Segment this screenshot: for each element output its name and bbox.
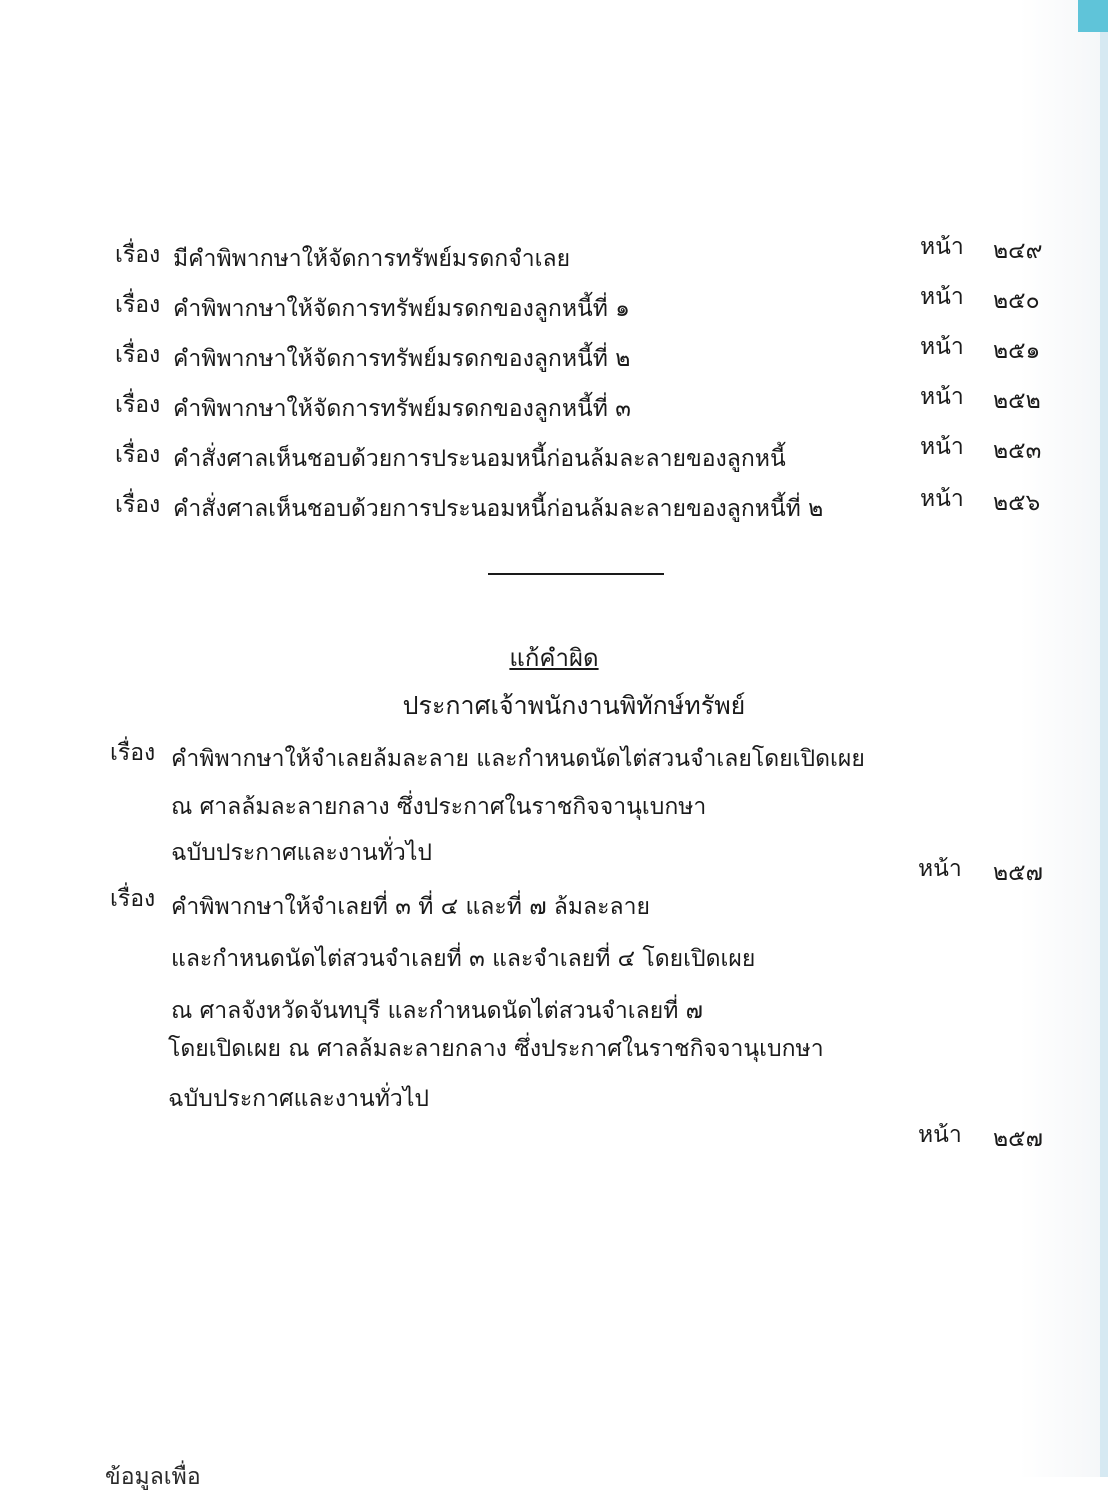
page-edge-tab: [1078, 0, 1108, 32]
errata-line: ณ ศาลจังหวัดจันทบุรี และกำหนดนัดไต่สวนจำเลยที่ ๗: [171, 998, 703, 1024]
toc-label: เรื่อง: [115, 492, 161, 518]
toc-page-label: หน้า: [920, 486, 964, 512]
page-edge-shadow: [1100, 32, 1108, 1477]
toc-label: เรื่อง: [115, 242, 161, 268]
errata-line: ฉบับประกาศและงานทั่วไป: [168, 1086, 429, 1112]
toc-page-label: หน้า: [920, 284, 964, 310]
toc-title: คำพิพากษาให้จัดการทรัพย์มรดกของลูกหนี้ที่ ๒: [173, 346, 631, 372]
errata-line: ฉบับประกาศและงานทั่วไป: [171, 840, 432, 866]
toc-page-label: หน้า: [920, 384, 964, 410]
errata-page-number: ๒๕๗: [993, 860, 1043, 886]
toc-page-number: ๒๕๒: [993, 388, 1041, 414]
errata-line: คำพิพากษาให้จำเลยล้มละลาย และกำหนดนัดไต่สวนจำเลยโดยเปิดเผย: [171, 746, 865, 772]
errata-page-number: ๒๕๗: [993, 1126, 1043, 1152]
toc-page-label: หน้า: [920, 434, 964, 460]
toc-title: คำสั่งศาลเห็นชอบด้วยการประนอมหนี้ก่อนล้มละลายของลูกหนี้: [173, 446, 786, 472]
errata-title: แก้คำผิด: [509, 644, 599, 672]
toc-page-number: ๒๕๓: [993, 438, 1042, 464]
toc-page-label: หน้า: [920, 334, 964, 360]
errata-subtitle: ประกาศเจ้าพนักงานพิทักษ์ทรัพย์: [402, 691, 746, 720]
toc-label: เรื่อง: [115, 392, 161, 418]
section-divider: [488, 573, 664, 575]
toc-page-label: หน้า: [920, 234, 964, 260]
toc-page-number: ๒๔๙: [993, 238, 1043, 264]
toc-page-number: ๒๕๖: [993, 490, 1041, 516]
errata-page-label: หน้า: [918, 1122, 962, 1148]
toc-page-number: ๒๕๑: [993, 338, 1041, 364]
toc-title: มีคำพิพากษาให้จัดการทรัพย์มรดกจำเลย: [173, 246, 571, 272]
toc-page-number: ๒๕๐: [993, 288, 1040, 314]
errata-line: คำพิพากษาให้จำเลยที่ ๓ ที่ ๔ และที่ ๗ ล้มละลาย: [171, 894, 650, 920]
toc-title: คำสั่งศาลเห็นชอบด้วยการประนอมหนี้ก่อนล้มละลายของลูกหนี้ที่ ๒: [173, 496, 824, 522]
errata-label: เรื่อง: [110, 740, 156, 766]
errata-label: เรื่อง: [110, 886, 156, 912]
errata-line: ณ ศาลล้มละลายกลาง ซึ่งประกาศในราชกิจจานุเบกษา: [171, 794, 707, 820]
toc-label: เรื่อง: [115, 442, 161, 468]
errata-line: โดยเปิดเผย ณ ศาลล้มละลายกลาง ซึ่งประกาศในราชกิจจานุเบกษา: [168, 1036, 824, 1062]
toc-title: คำพิพากษาให้จัดการทรัพย์มรดกของลูกหนี้ที่ ๑: [173, 296, 630, 322]
toc-label: เรื่อง: [115, 342, 161, 368]
errata-page-label: หน้า: [918, 856, 962, 882]
footer-text: ข้อมูลเพื่อ: [105, 1464, 201, 1490]
toc-title: คำพิพากษาให้จัดการทรัพย์มรดกของลูกหนี้ที่ ๓: [173, 396, 631, 422]
toc-label: เรื่อง: [115, 292, 161, 318]
errata-line: และกำหนดนัดไต่สวนจำเลยที่ ๓ และจำเลยที่ ๔ โดยเปิดเผย: [171, 946, 756, 972]
